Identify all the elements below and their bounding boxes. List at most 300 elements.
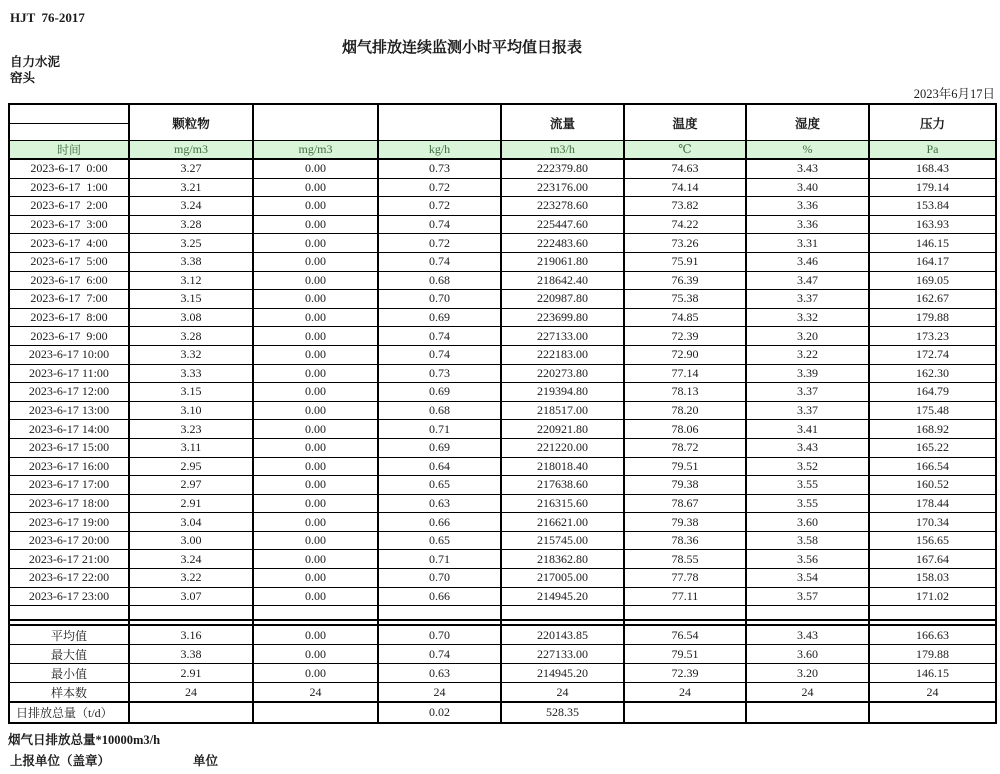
summary-row xyxy=(9,664,996,683)
value-cell: 0.66 xyxy=(378,513,501,532)
value-cell: 3.31 xyxy=(746,234,869,253)
row-label-cell: 2023-6-17 10:00 xyxy=(9,345,129,364)
value-cell: 163.93 xyxy=(869,215,996,234)
value-cell: 164.17 xyxy=(869,252,996,271)
value-cell: 72.39 xyxy=(624,664,746,683)
value-cell: 222483.60 xyxy=(501,234,624,253)
value-cell: 24 xyxy=(378,683,501,703)
report-table xyxy=(8,103,997,724)
value-cell: 217638.60 xyxy=(501,476,624,495)
row-label-cell xyxy=(9,606,129,621)
standard-code: HJT 76-2017 xyxy=(10,10,85,25)
value-cell: 0.65 xyxy=(378,531,501,550)
value-cell: 3.32 xyxy=(746,308,869,327)
unit-percent: % xyxy=(746,141,869,160)
value-cell: 0.00 xyxy=(253,401,378,420)
row-label-cell: 2023-6-17 14:00 xyxy=(9,420,129,439)
value-cell: 221220.00 xyxy=(501,438,624,457)
value-cell: 3.37 xyxy=(746,383,869,402)
row-label-cell: 样本数 xyxy=(9,683,129,703)
data-row xyxy=(9,327,996,346)
value-cell: 219061.80 xyxy=(501,252,624,271)
value-cell: 3.38 xyxy=(129,645,253,664)
col-header-time: 时间 xyxy=(9,141,129,160)
col-group-flow: 流量 xyxy=(501,104,624,141)
value-cell: 3.21 xyxy=(129,178,253,197)
value-cell: 0.00 xyxy=(253,327,378,346)
value-cell: 0.00 xyxy=(253,494,378,513)
value-cell: 0.73 xyxy=(378,364,501,383)
value-cell: 0.00 xyxy=(253,215,378,234)
value-cell: 0.71 xyxy=(378,420,501,439)
value-cell: 3.56 xyxy=(746,550,869,569)
value-cell: 3.22 xyxy=(746,345,869,364)
row-label-cell: 2023-6-17 5:00 xyxy=(9,252,129,271)
value-cell: 77.78 xyxy=(624,569,746,588)
value-cell: 178.44 xyxy=(869,494,996,513)
value-cell: 3.28 xyxy=(129,327,253,346)
data-row xyxy=(9,587,996,606)
row-label-cell: 2023-6-17 13:00 xyxy=(9,401,129,420)
value-cell: 0.74 xyxy=(378,345,501,364)
value-cell: 225447.60 xyxy=(501,215,624,234)
daily-total-row xyxy=(9,702,996,723)
value-cell: 79.38 xyxy=(624,513,746,532)
col-group-particulate: 颗粒物 xyxy=(129,104,253,141)
value-cell: 3.33 xyxy=(129,364,253,383)
data-row xyxy=(9,345,996,364)
value-cell: 222183.00 xyxy=(501,345,624,364)
value-cell: 2.97 xyxy=(129,476,253,495)
value-cell: 3.10 xyxy=(129,401,253,420)
value-cell: 74.85 xyxy=(624,308,746,327)
value-cell: 223278.60 xyxy=(501,197,624,216)
value-cell: 24 xyxy=(746,683,869,703)
empty-row xyxy=(9,606,996,621)
value-cell: 218018.40 xyxy=(501,457,624,476)
value-cell: 3.15 xyxy=(129,290,253,309)
value-cell: 0.00 xyxy=(253,345,378,364)
value-cell: 78.55 xyxy=(624,550,746,569)
value-cell: 223176.00 xyxy=(501,178,624,197)
value-cell: 77.11 xyxy=(624,587,746,606)
value-cell: 0.64 xyxy=(378,457,501,476)
value-cell: 223699.80 xyxy=(501,308,624,327)
value-cell: 3.16 xyxy=(129,625,253,645)
value-cell: 0.00 xyxy=(253,271,378,290)
value-cell: 0.74 xyxy=(378,252,501,271)
report-table-head xyxy=(9,104,996,159)
value-cell: 218642.40 xyxy=(501,271,624,290)
unit-kgh: kg/h xyxy=(378,141,501,160)
data-row xyxy=(9,308,996,327)
value-cell: 3.60 xyxy=(746,513,869,532)
value-cell: 3.52 xyxy=(746,457,869,476)
value-cell: 0.63 xyxy=(378,494,501,513)
value-cell: 0.00 xyxy=(253,420,378,439)
row-label-cell: 2023-6-17 7:00 xyxy=(9,290,129,309)
value-cell: 168.43 xyxy=(869,159,996,178)
value-cell: 0.00 xyxy=(253,383,378,402)
value-cell: 75.38 xyxy=(624,290,746,309)
value-cell: 214945.20 xyxy=(501,664,624,683)
report-table-body xyxy=(9,159,996,723)
value-cell: 0.00 xyxy=(253,364,378,383)
value-cell: 79.51 xyxy=(624,645,746,664)
row-label-cell: 2023-6-17 18:00 xyxy=(9,494,129,513)
value-cell: 3.20 xyxy=(746,327,869,346)
summary-row xyxy=(9,645,996,664)
row-label-cell: 2023-6-17 8:00 xyxy=(9,308,129,327)
value-cell: 3.08 xyxy=(129,308,253,327)
data-row xyxy=(9,215,996,234)
value-cell: 0.74 xyxy=(378,327,501,346)
col-group-blank-1 xyxy=(253,104,378,141)
units-header-row xyxy=(9,141,996,160)
value-cell: 220987.80 xyxy=(501,290,624,309)
value-cell: 24 xyxy=(253,683,378,703)
report-footer xyxy=(8,730,1000,767)
row-label-cell: 2023-6-17 0:00 xyxy=(9,159,129,178)
value-cell: 158.03 xyxy=(869,569,996,588)
value-cell: 0.00 xyxy=(253,625,378,645)
row-label-cell: 2023-6-17 11:00 xyxy=(9,364,129,383)
value-cell: 156.65 xyxy=(869,531,996,550)
data-row xyxy=(9,178,996,197)
value-cell: 75.91 xyxy=(624,252,746,271)
value-cell: 78.67 xyxy=(624,494,746,513)
value-cell xyxy=(624,702,746,723)
value-cell: 0.00 xyxy=(253,513,378,532)
value-cell: 3.57 xyxy=(746,587,869,606)
value-cell: 78.20 xyxy=(624,401,746,420)
monitoring-point: 窑头 xyxy=(10,71,36,85)
value-cell: 76.54 xyxy=(624,625,746,645)
data-row xyxy=(9,438,996,457)
value-cell: 0.69 xyxy=(378,308,501,327)
value-cell: 0.69 xyxy=(378,383,501,402)
row-label-cell: 2023-6-17 22:00 xyxy=(9,569,129,588)
value-cell: 0.00 xyxy=(253,290,378,309)
unit-label: 单位 xyxy=(193,754,219,769)
value-cell: 3.37 xyxy=(746,401,869,420)
value-cell: 0.74 xyxy=(378,645,501,664)
value-cell: 3.28 xyxy=(129,215,253,234)
value-cell xyxy=(253,606,378,621)
value-cell: 0.69 xyxy=(378,438,501,457)
value-cell: 77.14 xyxy=(624,364,746,383)
data-row xyxy=(9,401,996,420)
value-cell: 0.00 xyxy=(253,645,378,664)
value-cell: 24 xyxy=(129,683,253,703)
value-cell: 0.73 xyxy=(378,159,501,178)
value-cell: 0.00 xyxy=(253,197,378,216)
value-cell: 167.64 xyxy=(869,550,996,569)
value-cell: 215745.00 xyxy=(501,531,624,550)
value-cell: 76.39 xyxy=(624,271,746,290)
value-cell: 78.13 xyxy=(624,383,746,402)
row-label-cell: 2023-6-17 1:00 xyxy=(9,178,129,197)
value-cell: 0.00 xyxy=(253,252,378,271)
value-cell: 173.23 xyxy=(869,327,996,346)
value-cell: 3.43 xyxy=(746,625,869,645)
col-group-humidity: 湿度 xyxy=(746,104,869,141)
row-label-cell: 2023-6-17 2:00 xyxy=(9,197,129,216)
value-cell: 220273.80 xyxy=(501,364,624,383)
company-name: 自力水泥 xyxy=(10,55,61,69)
data-row xyxy=(9,420,996,439)
value-cell: 170.34 xyxy=(869,513,996,532)
value-cell: 3.24 xyxy=(129,197,253,216)
value-cell: 3.25 xyxy=(129,234,253,253)
data-row xyxy=(9,476,996,495)
unit-celsius: ℃ xyxy=(624,141,746,160)
value-cell: 3.47 xyxy=(746,271,869,290)
row-label-cell: 2023-6-17 4:00 xyxy=(9,234,129,253)
data-row xyxy=(9,290,996,309)
value-cell: 216315.60 xyxy=(501,494,624,513)
value-cell: 3.46 xyxy=(746,252,869,271)
value-cell: 0.00 xyxy=(253,159,378,178)
value-cell: 0.00 xyxy=(253,664,378,683)
value-cell: 0.68 xyxy=(378,271,501,290)
value-cell xyxy=(253,702,378,723)
row-label-cell: 2023-6-17 9:00 xyxy=(9,327,129,346)
report-date: 2023年6月17日 xyxy=(913,87,995,101)
value-cell: 227133.00 xyxy=(501,645,624,664)
report-header xyxy=(0,0,1000,103)
col-group-pressure: 压力 xyxy=(869,104,996,141)
value-cell: 0.70 xyxy=(378,290,501,309)
data-row xyxy=(9,364,996,383)
value-cell: 3.22 xyxy=(129,569,253,588)
row-label-cell: 2023-6-17 3:00 xyxy=(9,215,129,234)
value-cell: 179.88 xyxy=(869,308,996,327)
value-cell: 3.15 xyxy=(129,383,253,402)
row-label-cell: 2023-6-17 21:00 xyxy=(9,550,129,569)
value-cell: 3.23 xyxy=(129,420,253,439)
value-cell: 3.37 xyxy=(746,290,869,309)
value-cell: 3.07 xyxy=(129,587,253,606)
data-row xyxy=(9,271,996,290)
value-cell: 175.48 xyxy=(869,401,996,420)
value-cell: 3.58 xyxy=(746,531,869,550)
data-row xyxy=(9,197,996,216)
value-cell: 24 xyxy=(869,683,996,703)
unit-mgm3-1: mg/m3 xyxy=(129,141,253,160)
value-cell: 162.67 xyxy=(869,290,996,309)
value-cell: 79.51 xyxy=(624,457,746,476)
value-cell: 0.70 xyxy=(378,569,501,588)
value-cell: 3.04 xyxy=(129,513,253,532)
value-cell: 0.74 xyxy=(378,215,501,234)
value-cell: 216621.00 xyxy=(501,513,624,532)
value-cell: 2.91 xyxy=(129,664,253,683)
row-label-cell: 2023-6-17 23:00 xyxy=(9,587,129,606)
data-row xyxy=(9,569,996,588)
value-cell: 0.00 xyxy=(253,234,378,253)
value-cell: 0.00 xyxy=(253,438,378,457)
summary-row xyxy=(9,683,996,703)
value-cell: 3.40 xyxy=(746,178,869,197)
value-cell: 179.14 xyxy=(869,178,996,197)
value-cell: 0.72 xyxy=(378,178,501,197)
value-cell xyxy=(624,606,746,621)
value-cell: 219394.80 xyxy=(501,383,624,402)
value-cell: 3.54 xyxy=(746,569,869,588)
value-cell: 162.30 xyxy=(869,364,996,383)
value-cell: 0.00 xyxy=(253,569,378,588)
corner-cell-bottom xyxy=(9,124,129,141)
value-cell: 214945.20 xyxy=(501,587,624,606)
value-cell xyxy=(129,606,253,621)
group-header-row xyxy=(9,104,996,124)
value-cell: 3.32 xyxy=(129,345,253,364)
value-cell: 0.72 xyxy=(378,197,501,216)
data-row xyxy=(9,234,996,253)
value-cell: 153.84 xyxy=(869,197,996,216)
row-label-cell: 2023-6-17 16:00 xyxy=(9,457,129,476)
value-cell: 72.90 xyxy=(624,345,746,364)
value-cell: 164.79 xyxy=(869,383,996,402)
value-cell: 0.65 xyxy=(378,476,501,495)
col-group-temperature: 温度 xyxy=(624,104,746,141)
value-cell: 172.74 xyxy=(869,345,996,364)
value-cell: 165.22 xyxy=(869,438,996,457)
value-cell: 3.11 xyxy=(129,438,253,457)
row-label-cell: 最小值 xyxy=(9,664,129,683)
reporting-unit-label: 上报单位（盖章） xyxy=(10,754,111,769)
value-cell xyxy=(129,702,253,723)
value-cell: 220921.80 xyxy=(501,420,624,439)
value-cell: 179.88 xyxy=(869,645,996,664)
value-cell: 146.15 xyxy=(869,234,996,253)
unit-m3h: m3/h xyxy=(501,141,624,160)
value-cell: 0.00 xyxy=(253,308,378,327)
row-label-cell: 2023-6-17 15:00 xyxy=(9,438,129,457)
value-cell: 74.63 xyxy=(624,159,746,178)
value-cell: 0.66 xyxy=(378,587,501,606)
value-cell: 73.26 xyxy=(624,234,746,253)
row-label-cell: 2023-6-17 6:00 xyxy=(9,271,129,290)
row-label-cell: 2023-6-17 17:00 xyxy=(9,476,129,495)
col-group-blank-2 xyxy=(378,104,501,141)
data-row xyxy=(9,531,996,550)
value-cell: 3.36 xyxy=(746,197,869,216)
value-cell: 78.72 xyxy=(624,438,746,457)
value-cell: 0.68 xyxy=(378,401,501,420)
value-cell xyxy=(746,606,869,621)
value-cell: 74.14 xyxy=(624,178,746,197)
value-cell: 3.55 xyxy=(746,476,869,495)
value-cell: 3.20 xyxy=(746,664,869,683)
value-cell: 0.00 xyxy=(253,476,378,495)
page-title: 烟气排放连续监测小时平均值日报表 xyxy=(341,40,582,56)
data-row xyxy=(9,159,996,178)
value-cell: 78.06 xyxy=(624,420,746,439)
value-cell: 3.00 xyxy=(129,531,253,550)
summary-row xyxy=(9,625,996,645)
row-label-cell: 2023-6-17 19:00 xyxy=(9,513,129,532)
value-cell: 3.43 xyxy=(746,159,869,178)
row-label-cell: 日排放总量（t/d） xyxy=(9,702,129,723)
unit-pa: Pa xyxy=(869,141,996,160)
value-cell: 79.38 xyxy=(624,476,746,495)
value-cell xyxy=(378,606,501,621)
value-cell: 0.71 xyxy=(378,550,501,569)
value-cell: 0.00 xyxy=(253,178,378,197)
value-cell: 3.27 xyxy=(129,159,253,178)
row-label-cell: 平均值 xyxy=(9,625,129,645)
value-cell: 217005.00 xyxy=(501,569,624,588)
value-cell: 3.60 xyxy=(746,645,869,664)
value-cell: 74.22 xyxy=(624,215,746,234)
value-cell: 166.63 xyxy=(869,625,996,645)
value-cell: 0.00 xyxy=(253,457,378,476)
value-cell: 24 xyxy=(624,683,746,703)
value-cell: 0.72 xyxy=(378,234,501,253)
value-cell: 2.95 xyxy=(129,457,253,476)
value-cell: 220143.85 xyxy=(501,625,624,645)
value-cell: 146.15 xyxy=(869,664,996,683)
value-cell: 73.82 xyxy=(624,197,746,216)
value-cell: 166.54 xyxy=(869,457,996,476)
value-cell: 528.35 xyxy=(501,702,624,723)
value-cell: 0.00 xyxy=(253,587,378,606)
row-label-cell: 2023-6-17 12:00 xyxy=(9,383,129,402)
value-cell: 3.41 xyxy=(746,420,869,439)
value-cell: 160.52 xyxy=(869,476,996,495)
data-row xyxy=(9,383,996,402)
data-row xyxy=(9,252,996,271)
value-cell xyxy=(746,702,869,723)
row-label-cell: 最大值 xyxy=(9,645,129,664)
value-cell: 222379.80 xyxy=(501,159,624,178)
value-cell: 24 xyxy=(501,683,624,703)
data-row xyxy=(9,494,996,513)
value-cell: 169.05 xyxy=(869,271,996,290)
value-cell xyxy=(501,606,624,621)
value-cell: 3.55 xyxy=(746,494,869,513)
value-cell: 218517.00 xyxy=(501,401,624,420)
unit-mgm3-2: mg/m3 xyxy=(253,141,378,160)
value-cell: 227133.00 xyxy=(501,327,624,346)
value-cell: 72.39 xyxy=(624,327,746,346)
value-cell: 3.39 xyxy=(746,364,869,383)
flow-total-note: 烟气日排放总量*10000m3/h xyxy=(8,733,161,748)
value-cell: 0.00 xyxy=(253,531,378,550)
value-cell: 0.70 xyxy=(378,625,501,645)
data-row xyxy=(9,457,996,476)
value-cell: 168.92 xyxy=(869,420,996,439)
value-cell: 3.38 xyxy=(129,252,253,271)
value-cell xyxy=(869,606,996,621)
value-cell: 3.12 xyxy=(129,271,253,290)
value-cell: 3.36 xyxy=(746,215,869,234)
value-cell: 0.02 xyxy=(378,702,501,723)
data-row xyxy=(9,550,996,569)
corner-cell-top xyxy=(9,104,129,124)
value-cell: 218362.80 xyxy=(501,550,624,569)
value-cell: 0.00 xyxy=(253,550,378,569)
value-cell: 3.24 xyxy=(129,550,253,569)
value-cell: 3.43 xyxy=(746,438,869,457)
row-label-cell: 2023-6-17 20:00 xyxy=(9,531,129,550)
value-cell: 78.36 xyxy=(624,531,746,550)
data-row xyxy=(9,513,996,532)
value-cell: 171.02 xyxy=(869,587,996,606)
value-cell: 0.63 xyxy=(378,664,501,683)
